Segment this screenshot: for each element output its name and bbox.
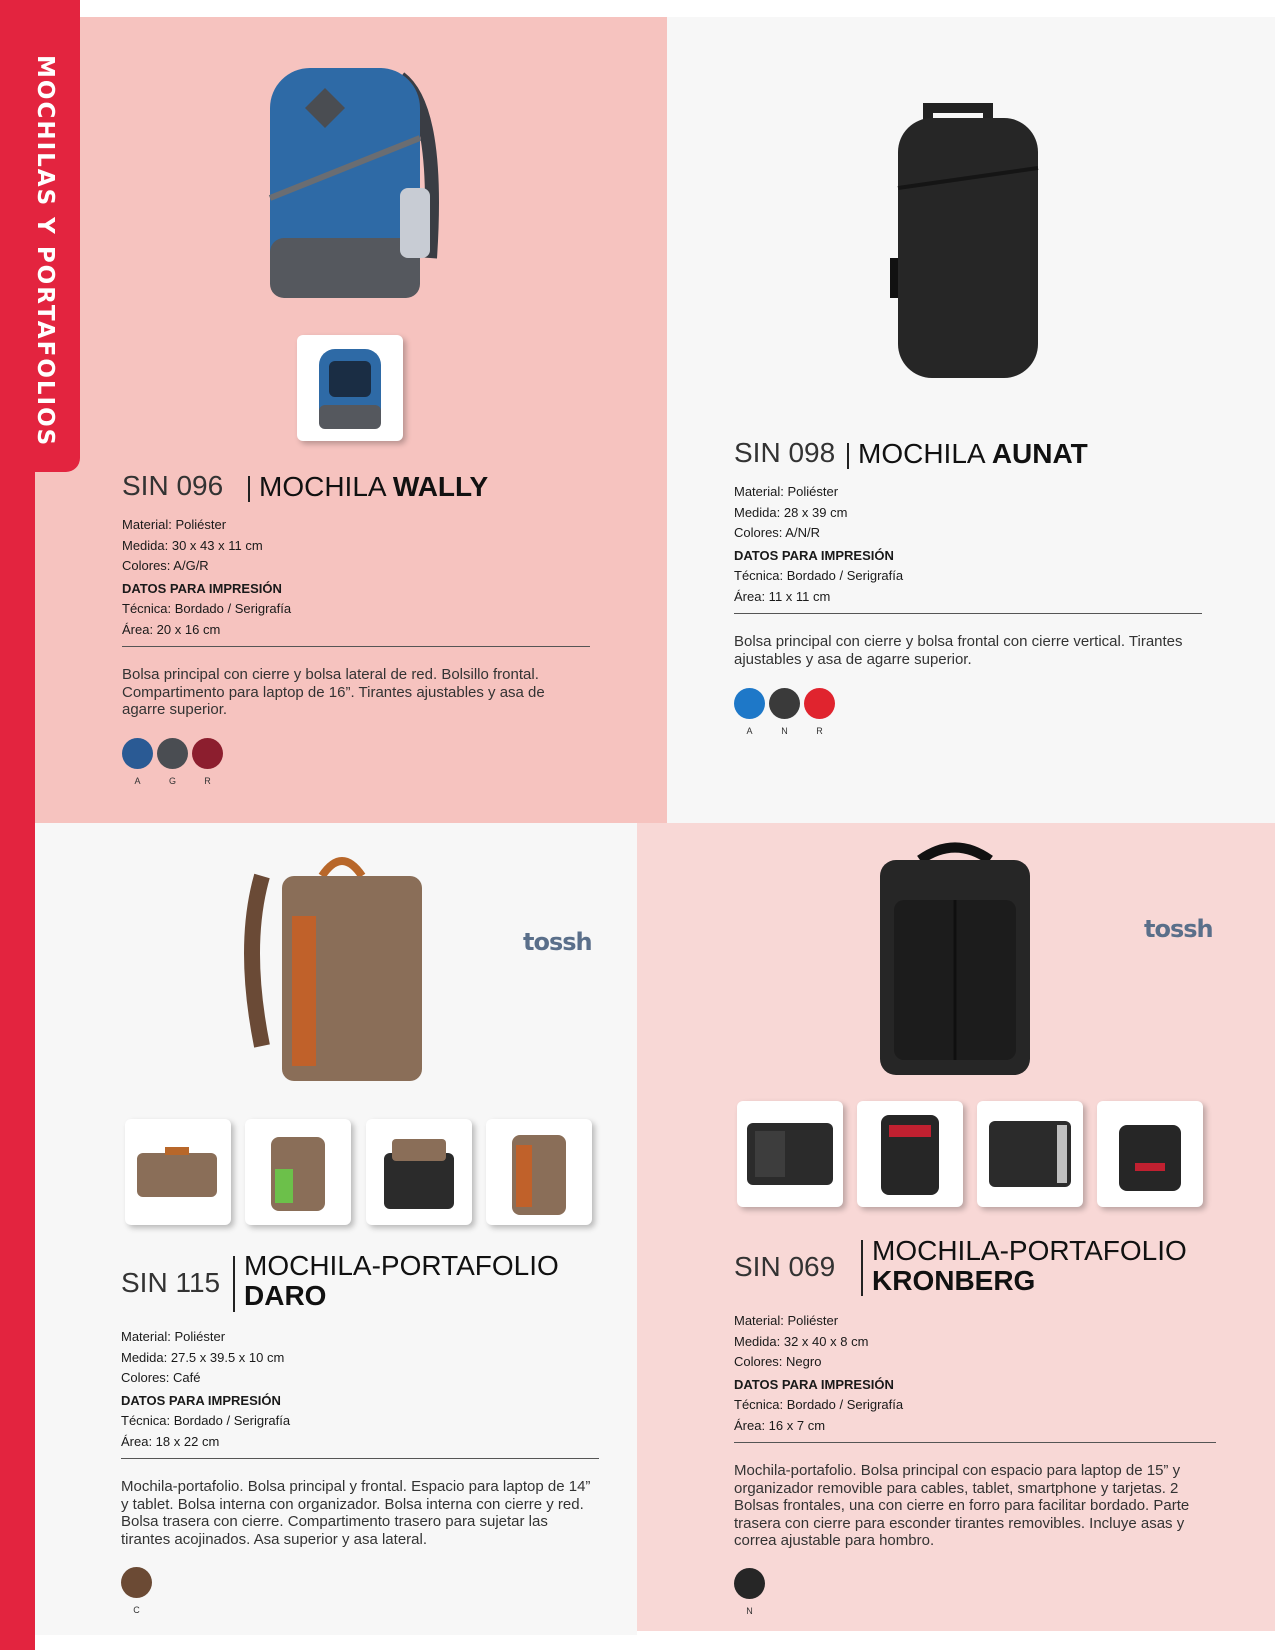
swatch-label: R	[816, 726, 823, 736]
swatch-label: R	[204, 776, 211, 786]
swatch-label: A	[134, 776, 141, 786]
spec-material: Material: Poliéster	[122, 517, 227, 532]
tossh-logo: tossh	[1144, 915, 1213, 943]
section-tab	[0, 0, 80, 472]
color-swatch-blue[interactable]	[734, 688, 765, 719]
product-title-line2: DARO	[244, 1280, 327, 1311]
color-swatch-blue[interactable]	[122, 738, 153, 769]
product-description: Bolsa principal con cierre y bolsa frontal con cierre vertical. Tirantes ajustables y asa de agarre superior.	[734, 633, 1183, 668]
print-data-heading: DATOS PARA IMPRESIÓN	[734, 547, 894, 563]
title-divider	[847, 443, 849, 469]
swatch-label: N	[781, 726, 788, 736]
product-code: SIN 115	[121, 1267, 221, 1298]
spec-colores: Colores: A/N/R	[734, 525, 820, 540]
thumbnail-kronberg-organizer[interactable]	[737, 1101, 843, 1207]
spec-colores: Colores: Negro	[734, 1354, 822, 1369]
product-title: MOCHILA AUNAT	[858, 438, 1088, 469]
thumbnail-daro-open[interactable]	[366, 1119, 472, 1225]
tossh-logo: tossh	[523, 928, 592, 956]
swatch-label: G	[168, 776, 176, 786]
product-description: Mochila-portafolio. Bolsa principal con espacio para laptop de 15” y organizador removible para cables, tablet, smartphone y tarjetas. 2 Bolsas frontales, una con cierre en forro para facilitar bordado. Parte trasera con cierre para esconder tirantes removibles. Incluye asas y correa ajustable para hombro.	[734, 1462, 1190, 1549]
color-swatch-black[interactable]	[734, 1568, 765, 1599]
thumbnail-wally-open[interactable]	[297, 335, 403, 441]
spec-material: Material: Poliéster	[121, 1329, 226, 1344]
spec-area: Área: 20 x 16 cm	[122, 621, 221, 637]
product-specs	[734, 1311, 903, 1436]
product-image-daro	[232, 846, 442, 1086]
spec-medida: Medida: 32 x 40 x 8 cm	[734, 1333, 869, 1349]
thumbnail-daro-organizer[interactable]	[245, 1119, 351, 1225]
title-divider	[248, 476, 250, 502]
divider-line	[122, 646, 590, 647]
thumbnail-kronberg-open[interactable]	[857, 1101, 963, 1207]
spec-tecnica: Técnica: Bordado / Serigrafía	[122, 601, 292, 616]
spec-colores: Colores: A/G/R	[122, 558, 209, 573]
spec-tecnica: Técnica: Bordado / Serigrafía	[121, 1413, 291, 1428]
product-title-line1: MOCHILA-PORTAFOLIO	[872, 1235, 1187, 1266]
product-code: SIN 096	[122, 470, 224, 501]
product-image-wally	[250, 48, 450, 308]
thumbnail-daro-side[interactable]	[125, 1119, 231, 1225]
product-title-line2: KRONBERG	[872, 1265, 1036, 1296]
product-title-line1: MOCHILA-PORTAFOLIO	[244, 1250, 559, 1281]
product-title	[872, 1236, 1187, 1296]
print-data-heading: DATOS PARA IMPRESIÓN	[122, 580, 282, 596]
print-data-heading: DATOS PARA IMPRESIÓN	[121, 1392, 281, 1408]
spec-medida: Medida: 28 x 39 cm	[734, 504, 848, 520]
color-swatch-red[interactable]	[192, 738, 223, 769]
color-swatch-black[interactable]	[769, 688, 800, 719]
spec-area: Área: 18 x 22 cm	[121, 1433, 220, 1449]
product-specs	[734, 482, 903, 607]
spec-material: Material: Poliéster	[734, 1313, 839, 1328]
product-specs	[121, 1327, 290, 1452]
title-divider	[233, 1256, 235, 1312]
print-data-heading: DATOS PARA IMPRESIÓN	[734, 1376, 894, 1392]
spec-area: Área: 16 x 7 cm	[734, 1417, 826, 1433]
swatch-label: A	[746, 726, 753, 736]
swatch-label: C	[133, 1605, 140, 1615]
divider-line	[121, 1458, 599, 1459]
divider-line	[734, 1442, 1216, 1443]
product-image-kronberg	[870, 840, 1040, 1080]
swatch-label: N	[746, 1606, 753, 1616]
thumbnail-kronberg-tablet[interactable]	[977, 1101, 1083, 1207]
product-specs	[122, 515, 291, 640]
color-swatch-grey[interactable]	[157, 738, 188, 769]
spec-area: Área: 11 x 11 cm	[734, 588, 831, 604]
thumbnail-daro-back[interactable]	[486, 1119, 592, 1225]
color-swatch-red[interactable]	[804, 688, 835, 719]
spec-material: Material: Poliéster	[734, 484, 839, 499]
spec-tecnica: Técnica: Bordado / Serigrafía	[734, 568, 904, 583]
product-image-aunat	[878, 98, 1058, 388]
divider-line	[734, 613, 1202, 614]
product-code: SIN 098	[734, 437, 836, 468]
product-description: Mochila-portafolio. Bolsa principal y frontal. Espacio para laptop de 14” y tablet. Bolsa interna con organizador. Bolsa interna con cierre y red. Bolsa trasera con cierre. Compartimento trasero para sujetar las tirantes acojinados. Asa superior y asa lateral.	[121, 1478, 591, 1548]
product-code: SIN 069	[734, 1251, 836, 1282]
spec-medida: Medida: 27.5 x 39.5 x 10 cm	[121, 1349, 285, 1365]
spec-medida: Medida: 30 x 43 x 11 cm	[122, 537, 263, 553]
section-title: MOCHILAS Y PORTAFOLIOS	[32, 55, 58, 448]
title-divider	[861, 1240, 863, 1296]
thumbnail-kronberg-back[interactable]	[1097, 1101, 1203, 1207]
product-description: Bolsa principal con cierre y bolsa lateral de red. Bolsillo frontal. Compartimento para laptop de 16”. Tirantes ajustables y asa de agarre superior.	[122, 666, 545, 718]
color-swatch-brown[interactable]	[121, 1567, 152, 1598]
spec-colores: Colores: Café	[121, 1370, 201, 1385]
product-title: MOCHILA WALLY	[259, 471, 489, 502]
panel-top-strip	[80, 0, 667, 17]
spec-tecnica: Técnica: Bordado / Serigrafía	[734, 1397, 904, 1412]
product-title	[244, 1251, 559, 1311]
